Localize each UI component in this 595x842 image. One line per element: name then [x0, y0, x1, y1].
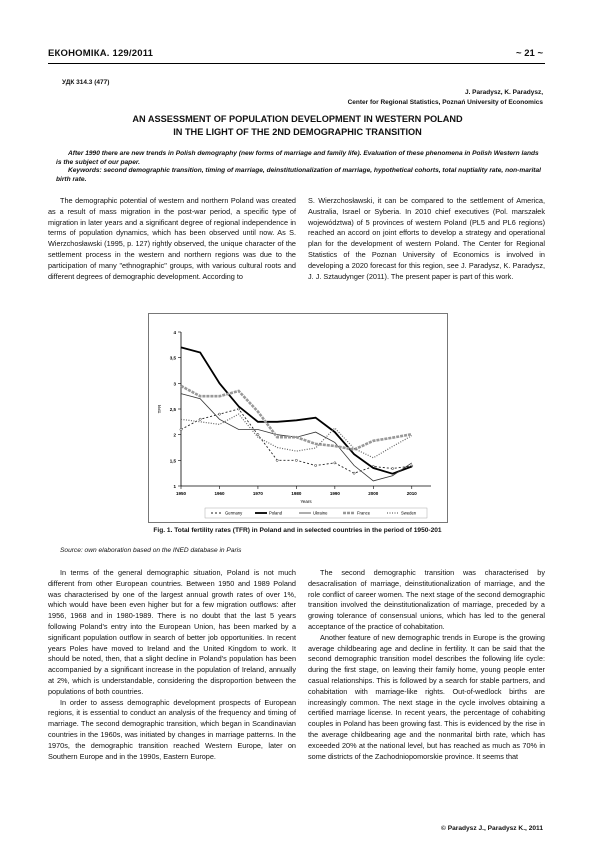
title-line-2: IN THE LIGHT OF THE 2ND DEMOGRAPHIC TRANSITION — [173, 127, 422, 137]
y-tick-label: 3 — [173, 381, 176, 387]
series-germany-point — [238, 408, 240, 410]
series-poland-line — [181, 347, 412, 473]
journal-header: ЕКОНОМІКА. 129/2011 — [48, 48, 154, 59]
paper-title — [48, 113, 547, 139]
page-number: ~ 21 ~ — [516, 48, 543, 59]
title-line-1: AN ASSESSMENT OF POPULATION DEVELOPMENT IN WESTERN POLAND — [132, 114, 463, 124]
legend-label-ukraine: Ukraine — [313, 510, 328, 516]
series-france-line — [181, 386, 412, 450]
series-germany-point — [180, 428, 182, 430]
author-names: J. Paradysz, K. Paradysz, — [464, 89, 543, 96]
x-tick-label: 1980 — [291, 491, 302, 496]
body-column-right-bottom — [308, 568, 545, 762]
abstract-text: After 1990 there are new trends in Polish demography (new forms of marriage and family life). Evaluation of these phenomena in Polish Western lands is the subject of our paper. — [56, 150, 539, 166]
body-column-left-top — [48, 196, 296, 282]
figure-source: Source: own elaboration based on the INED database in Paris — [60, 547, 242, 554]
x-tick-label: 1990 — [329, 491, 340, 496]
header-rule — [48, 63, 545, 64]
x-tick-label: 1950 — [175, 491, 187, 496]
authors-block — [348, 88, 543, 107]
paragraph: In order to assess demographic development prospects of European regions, it is essential to conduct an analysis of the frequency and timing of marriage. The second demographic transition, which began in Scandinavian countries in the 1960s, was initiated by changes in marriage patterns. In the 1970s, the demographic transition reached Western Europe, later on Southern Europe and in the 1990s, Eastern Europe. — [48, 697, 296, 761]
y-axis-label: TFR — [157, 404, 162, 414]
author-affiliation: Center for Regional Statistics, Poznań University of Economics — [347, 98, 543, 106]
figure-caption: Fig. 1. Total fertility rates (TFR) in Poland and in selected countries in the period of 1950-201 — [153, 527, 442, 534]
y-tick-label: 4 — [173, 330, 176, 335]
y-tick-label: 1 — [173, 484, 176, 489]
paragraph: S. Wierzchosławski, it can be compared to the settlement of America, Australia, Israel or Syberia. In 2010 chief executives (Pol. marszałek województwa) of 5 provinces of western Poland (PL5 and PL6 regions) reached an accord on joint efforts to develop a strategy and operational plan for the development of western Poland. The Center for Regional Statistics of the Poznan University of Economics is involved in developing a 2020 forecast for this region, see J. Paradysz, K. Paradysz, J. J. Sztaudynger (2011). The present paper is part of this work. — [308, 196, 545, 281]
legend-label-france: France — [357, 510, 371, 516]
paragraph: In terms of the general demographic situation, Poland is not much different from other European countries. Between 1950 and 1989 Poland was characterised by one of the largest annual growth rates of over 1%, which would have been even higher but for a few migration outflows: after 1956, 1968 and in 1980-1989. There is no doubt that the last 5 years following Poland's entry into the European Union, has been marked by a significant population outflow in search of better job opportunities. In recent years Poles have moved to Ireland and the United Kingdom to work. It should be noted, then, that a slight decline in Poland's population has been accompanied by a significant increase in the population of Ireland, annually at 2%, which is understandable, considering the disproportion between the populations of both countries. — [48, 568, 296, 696]
tfr-line-chart — [149, 314, 447, 522]
series-germany-point — [199, 418, 201, 420]
x-axis-label: Years — [300, 499, 312, 504]
x-tick-label: 2010 — [406, 491, 417, 496]
y-tick-label: 3,5 — [169, 355, 176, 361]
y-tick-label: 2 — [173, 432, 176, 438]
abstract — [56, 150, 545, 184]
legend-label-sweden: Sweden — [401, 510, 417, 516]
paragraph: The demographic potential of western and northern Poland was created as a result of mass migration in the post-war period, a specific type of migration in later years and a significant degree of regional independence in terms of population dynamics, which has been observed until now. As S. Wierzchosławski (1995, p. 127) rightly observed, the unique character of the settlement process in the western and northern regions was due to the participation of many "ethnographic" groups, with various cultural roots and different degrees of demographic development. According to — [48, 196, 296, 281]
legend-label-poland: Poland — [269, 510, 283, 516]
x-tick-label: 1970 — [252, 491, 263, 496]
paragraph: Another feature of new demographic trends in Europe is the growing average childbearing age and decline in fertility. It can be said that the second demographic transition model describes the following life cycle: during the first stage, on leaving their family home, young people enter casual relationships. This is followed by a search for stable partners, and cohabitation with marriage-like rights. Out-of-wedlock births are increasingly common. The next stage in the cycle involves obtaining a certified marriage license. In recent years, the percentage of cohabiting couples in Poland has been growing fast. This is evidenced by the rise in the average childbearing age and the nonmarital birth rate, which has exceeded 20% at the national level, but has reached as much as 70% in some districts of the Zachodniopomorskie province. It seems that — [308, 632, 545, 761]
y-tick-label: 1,5 — [169, 458, 176, 464]
series-germany-point — [353, 472, 355, 474]
figure-frame — [148, 313, 448, 523]
keywords: Keywords: second demographic transition, timing of marriage, deinstitutionalization of marriage, hypothetical cohorts, total nuptiality rate, non-marital birth rate. — [56, 167, 541, 183]
series-germany-point — [391, 467, 393, 469]
series-germany-point — [257, 434, 259, 436]
udk-code: УДК 314.3 (477) — [62, 79, 110, 86]
x-tick-label: 1960 — [214, 491, 225, 496]
x-tick-label: 2000 — [368, 491, 379, 496]
series-germany-point — [295, 459, 297, 461]
body-column-left-bottom — [48, 568, 296, 762]
legend-label-germany: Germany — [225, 510, 243, 516]
series-germany-point — [315, 464, 317, 466]
series-germany-point — [218, 413, 220, 415]
series-germany-point — [276, 459, 278, 461]
series-germany-point — [334, 462, 336, 464]
body-column-right-top — [308, 196, 545, 282]
paragraph: The second demographic transition was characterised by desacralisation of marriage, deinstitutionalization of marriage, and the role conflict of career women. The next stage of the second demographic transition involved the deinstitutionalization of marriage, preceded by a growing tolerance of consensual unions, which has led to the general acceptance of the practice of cohabitation. — [308, 568, 545, 631]
y-tick-label: 2,5 — [169, 407, 176, 412]
copyright: © Paradysz J., Paradysz K., 2011 — [441, 825, 543, 832]
